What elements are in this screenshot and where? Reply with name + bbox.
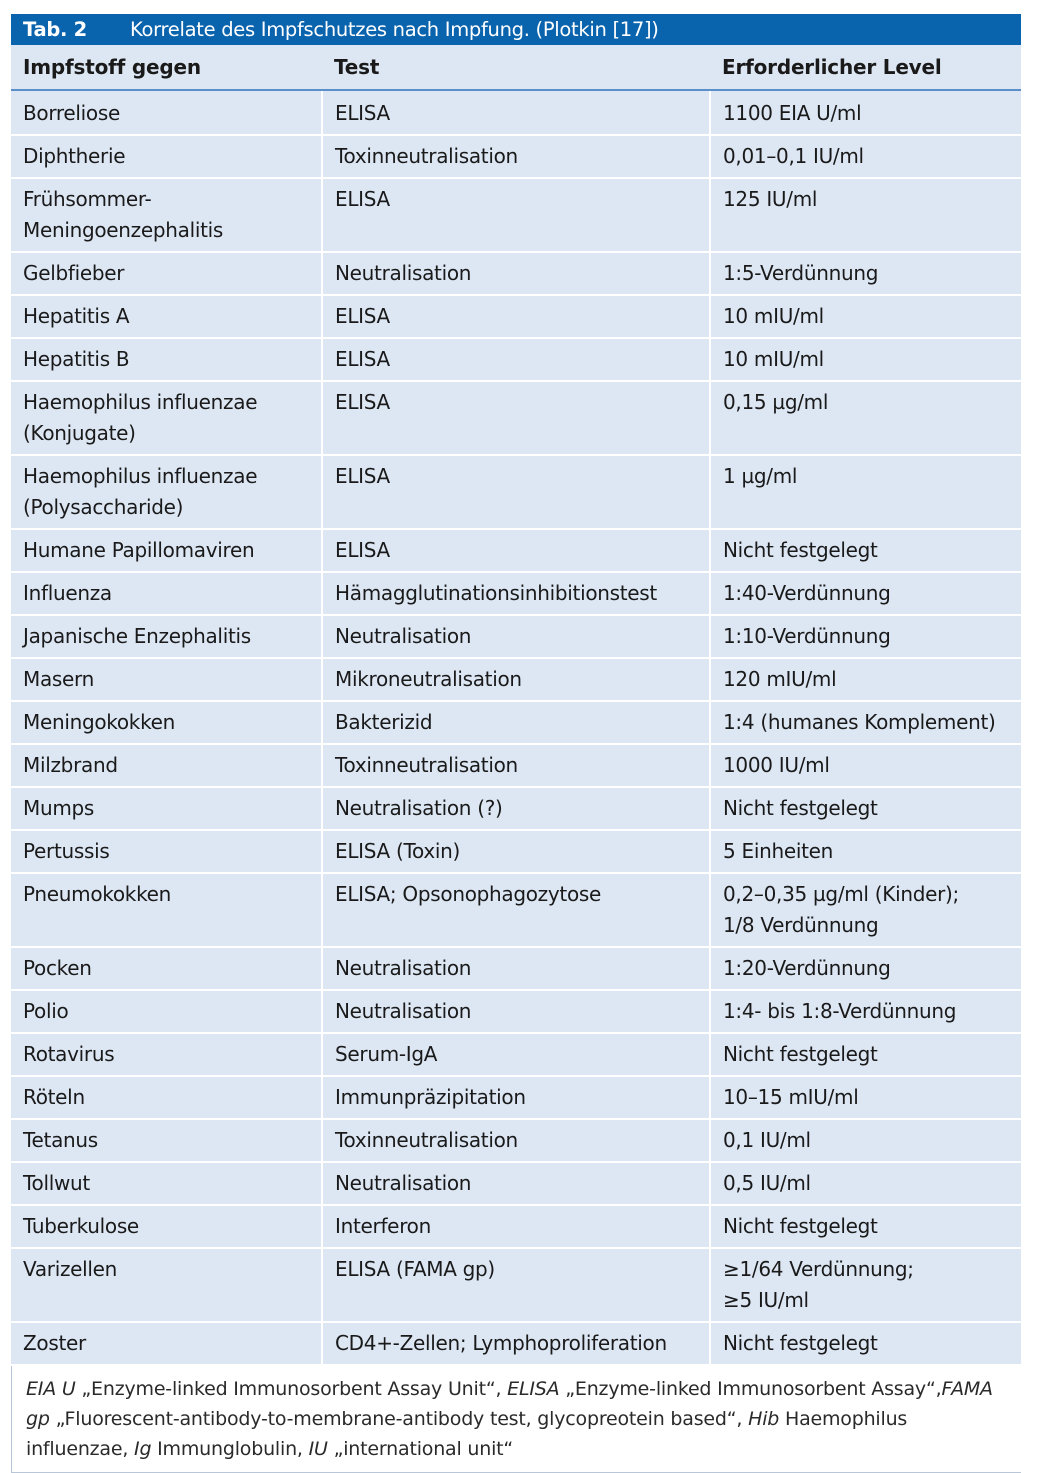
table-row — [11, 615, 1021, 658]
table-row — [11, 830, 1021, 873]
cell-test: ELISA (Toxin) — [322, 830, 710, 873]
table-row — [11, 295, 1021, 338]
cell-level: 0,15 µg/ml — [710, 381, 1021, 455]
cell-test: ELISA (FAMA gp) — [322, 1248, 710, 1322]
table-row — [11, 1033, 1021, 1076]
cell-vaccine: Polio — [11, 990, 322, 1033]
footnote-definition: „Enzyme-linked Immunosorbent Assay“, — [559, 1378, 942, 1400]
table-header-row — [11, 45, 1021, 90]
table-row — [11, 947, 1021, 990]
cell-vaccine: Haemophilus influenzae (Polysaccharide) — [11, 455, 322, 529]
cell-vaccine: Humane Papillomaviren — [11, 529, 322, 572]
table-row — [11, 90, 1021, 135]
cell-test: Toxinneutralisation — [322, 1119, 710, 1162]
cell-test: ELISA; Opsonophagozytose — [322, 873, 710, 947]
cell-test: Interferon — [322, 1205, 710, 1248]
cell-level: 0,2–0,35 µg/ml (Kinder); 1/8 Verdünnung — [710, 873, 1021, 947]
cell-level: 10 mIU/ml — [710, 295, 1021, 338]
cell-test: CD4+-Zellen; Lymphoproliferation — [322, 1322, 710, 1365]
cell-level: Nicht festgelegt — [710, 1033, 1021, 1076]
cell-test: ELISA — [322, 455, 710, 529]
cell-vaccine: Hepatitis A — [11, 295, 322, 338]
cell-vaccine: Pertussis — [11, 830, 322, 873]
cell-test: Neutralisation — [322, 990, 710, 1033]
cell-test: Neutralisation — [322, 615, 710, 658]
cell-test: ELISA — [322, 90, 710, 135]
table-number: Tab. 2 — [23, 18, 87, 41]
footnote-abbreviation: EIA U — [26, 1378, 76, 1400]
cell-level: 1:4 (humanes Komplement) — [710, 701, 1021, 744]
table-row — [11, 381, 1021, 455]
cell-test: Neutralisation (?) — [322, 787, 710, 830]
table-row — [11, 787, 1021, 830]
cell-vaccine: Hepatitis B — [11, 338, 322, 381]
cell-vaccine: Tuberkulose — [11, 1205, 322, 1248]
vaccine-correlates-table — [11, 45, 1021, 1366]
cell-vaccine: Diphtherie — [11, 135, 322, 178]
cell-vaccine: Pneumokokken — [11, 873, 322, 947]
cell-level: Nicht festgelegt — [710, 1322, 1021, 1365]
footnote-abbreviation: FAMA gp — [26, 1378, 993, 1430]
cell-level: 1:4- bis 1:8-Verdünnung — [710, 990, 1021, 1033]
cell-level: 1100 EIA U/ml — [710, 90, 1021, 135]
table-row — [11, 1162, 1021, 1205]
column-header-level: Erforderlicher Level — [710, 45, 1021, 90]
cell-level: 10 mIU/ml — [710, 338, 1021, 381]
cell-vaccine: Japanische Enzephalitis — [11, 615, 322, 658]
footnote-definition: Immunglobulin, — [151, 1438, 309, 1460]
table-caption: Korrelate des Impfschutzes nach Impfung. (Plotkin [17]) — [130, 18, 659, 41]
cell-vaccine: Meningokokken — [11, 701, 322, 744]
cell-test: Bakterizid — [322, 701, 710, 744]
footnote-definition: Haemophilus influenzae, — [26, 1408, 908, 1460]
table-row — [11, 1322, 1021, 1365]
column-header-vaccine: Impfstoff gegen — [11, 45, 322, 90]
cell-test: ELISA — [322, 295, 710, 338]
cell-vaccine: Röteln — [11, 1076, 322, 1119]
cell-vaccine: Varizellen — [11, 1248, 322, 1322]
footnote-abbreviation: Ig — [134, 1438, 152, 1460]
cell-test: Serum-IgA — [322, 1033, 710, 1076]
cell-level: 1000 IU/ml — [710, 744, 1021, 787]
cell-level: 10–15 mIU/ml — [710, 1076, 1021, 1119]
table-figure — [11, 14, 1021, 1473]
table-row — [11, 529, 1021, 572]
cell-test: ELISA — [322, 529, 710, 572]
table-row — [11, 1119, 1021, 1162]
table-row — [11, 338, 1021, 381]
footnote-definition: „Fluorescent-antibody-to-membrane-antibody test, glycopreotein based“, — [49, 1408, 749, 1430]
cell-vaccine: Milzbrand — [11, 744, 322, 787]
table-row — [11, 990, 1021, 1033]
table-row — [11, 252, 1021, 295]
cell-test: ELISA — [322, 381, 710, 455]
cell-level: 1:5-Verdünnung — [710, 252, 1021, 295]
cell-test: Toxinneutralisation — [322, 135, 710, 178]
table-row — [11, 455, 1021, 529]
cell-level: Nicht festgelegt — [710, 1205, 1021, 1248]
table-footnote — [11, 1366, 1021, 1473]
footnote-definition: „Enzyme-linked Immunosorbent Assay Unit“, — [75, 1378, 508, 1400]
cell-vaccine: Mumps — [11, 787, 322, 830]
cell-vaccine: Tollwut — [11, 1162, 322, 1205]
cell-test: Hämagglutinationsinhibitionstest — [322, 572, 710, 615]
table-row — [11, 873, 1021, 947]
table-row — [11, 744, 1021, 787]
cell-level: 0,1 IU/ml — [710, 1119, 1021, 1162]
table-row — [11, 1076, 1021, 1119]
cell-vaccine: Zoster — [11, 1322, 322, 1365]
cell-level: 5 Einheiten — [710, 830, 1021, 873]
cell-test: Immunpräzipitation — [322, 1076, 710, 1119]
cell-vaccine: Rotavirus — [11, 1033, 322, 1076]
cell-level: 0,5 IU/ml — [710, 1162, 1021, 1205]
table-title-bar — [11, 14, 1021, 45]
cell-test: ELISA — [322, 178, 710, 252]
cell-level: 125 IU/ml — [710, 178, 1021, 252]
cell-level: ≥1/64 Verdünnung; ≥5 IU/ml — [710, 1248, 1021, 1322]
cell-vaccine: Tetanus — [11, 1119, 322, 1162]
cell-vaccine: Borreliose — [11, 90, 322, 135]
cell-level: 1:20-Verdünnung — [710, 947, 1021, 990]
column-header-test: Test — [322, 45, 710, 90]
cell-level: 0,01–0,1 IU/ml — [710, 135, 1021, 178]
cell-vaccine: Pocken — [11, 947, 322, 990]
cell-level: Nicht festgelegt — [710, 787, 1021, 830]
cell-test: Toxinneutralisation — [322, 744, 710, 787]
cell-test: Neutralisation — [322, 947, 710, 990]
cell-level: 1:10-Verdünnung — [710, 615, 1021, 658]
cell-vaccine: Gelbfieber — [11, 252, 322, 295]
cell-vaccine: Haemophilus influenzae (Konjugate) — [11, 381, 322, 455]
cell-vaccine: Influenza — [11, 572, 322, 615]
table-row — [11, 658, 1021, 701]
table-row — [11, 135, 1021, 178]
footnote-abbreviation: Hib — [748, 1408, 780, 1430]
cell-vaccine: Masern — [11, 658, 322, 701]
cell-vaccine: Frühsommer- Meningoenzephalitis — [11, 178, 322, 252]
cell-test: Neutralisation — [322, 252, 710, 295]
cell-level: 1 µg/ml — [710, 455, 1021, 529]
cell-test: Neutralisation — [322, 1162, 710, 1205]
cell-level: 1:40-Verdünnung — [710, 572, 1021, 615]
table-row — [11, 572, 1021, 615]
table-row — [11, 178, 1021, 252]
table-row — [11, 701, 1021, 744]
cell-test: ELISA — [322, 338, 710, 381]
footnote-definition: „international unit“ — [327, 1438, 514, 1460]
cell-level: Nicht festgelegt — [710, 529, 1021, 572]
cell-test: Mikroneutralisation — [322, 658, 710, 701]
table-row — [11, 1248, 1021, 1322]
footnote-abbreviation: ELISA — [507, 1378, 560, 1400]
cell-level: 120 mIU/ml — [710, 658, 1021, 701]
footnote-abbreviation: IU — [308, 1438, 328, 1460]
table-body — [11, 90, 1021, 1365]
table-row — [11, 1205, 1021, 1248]
